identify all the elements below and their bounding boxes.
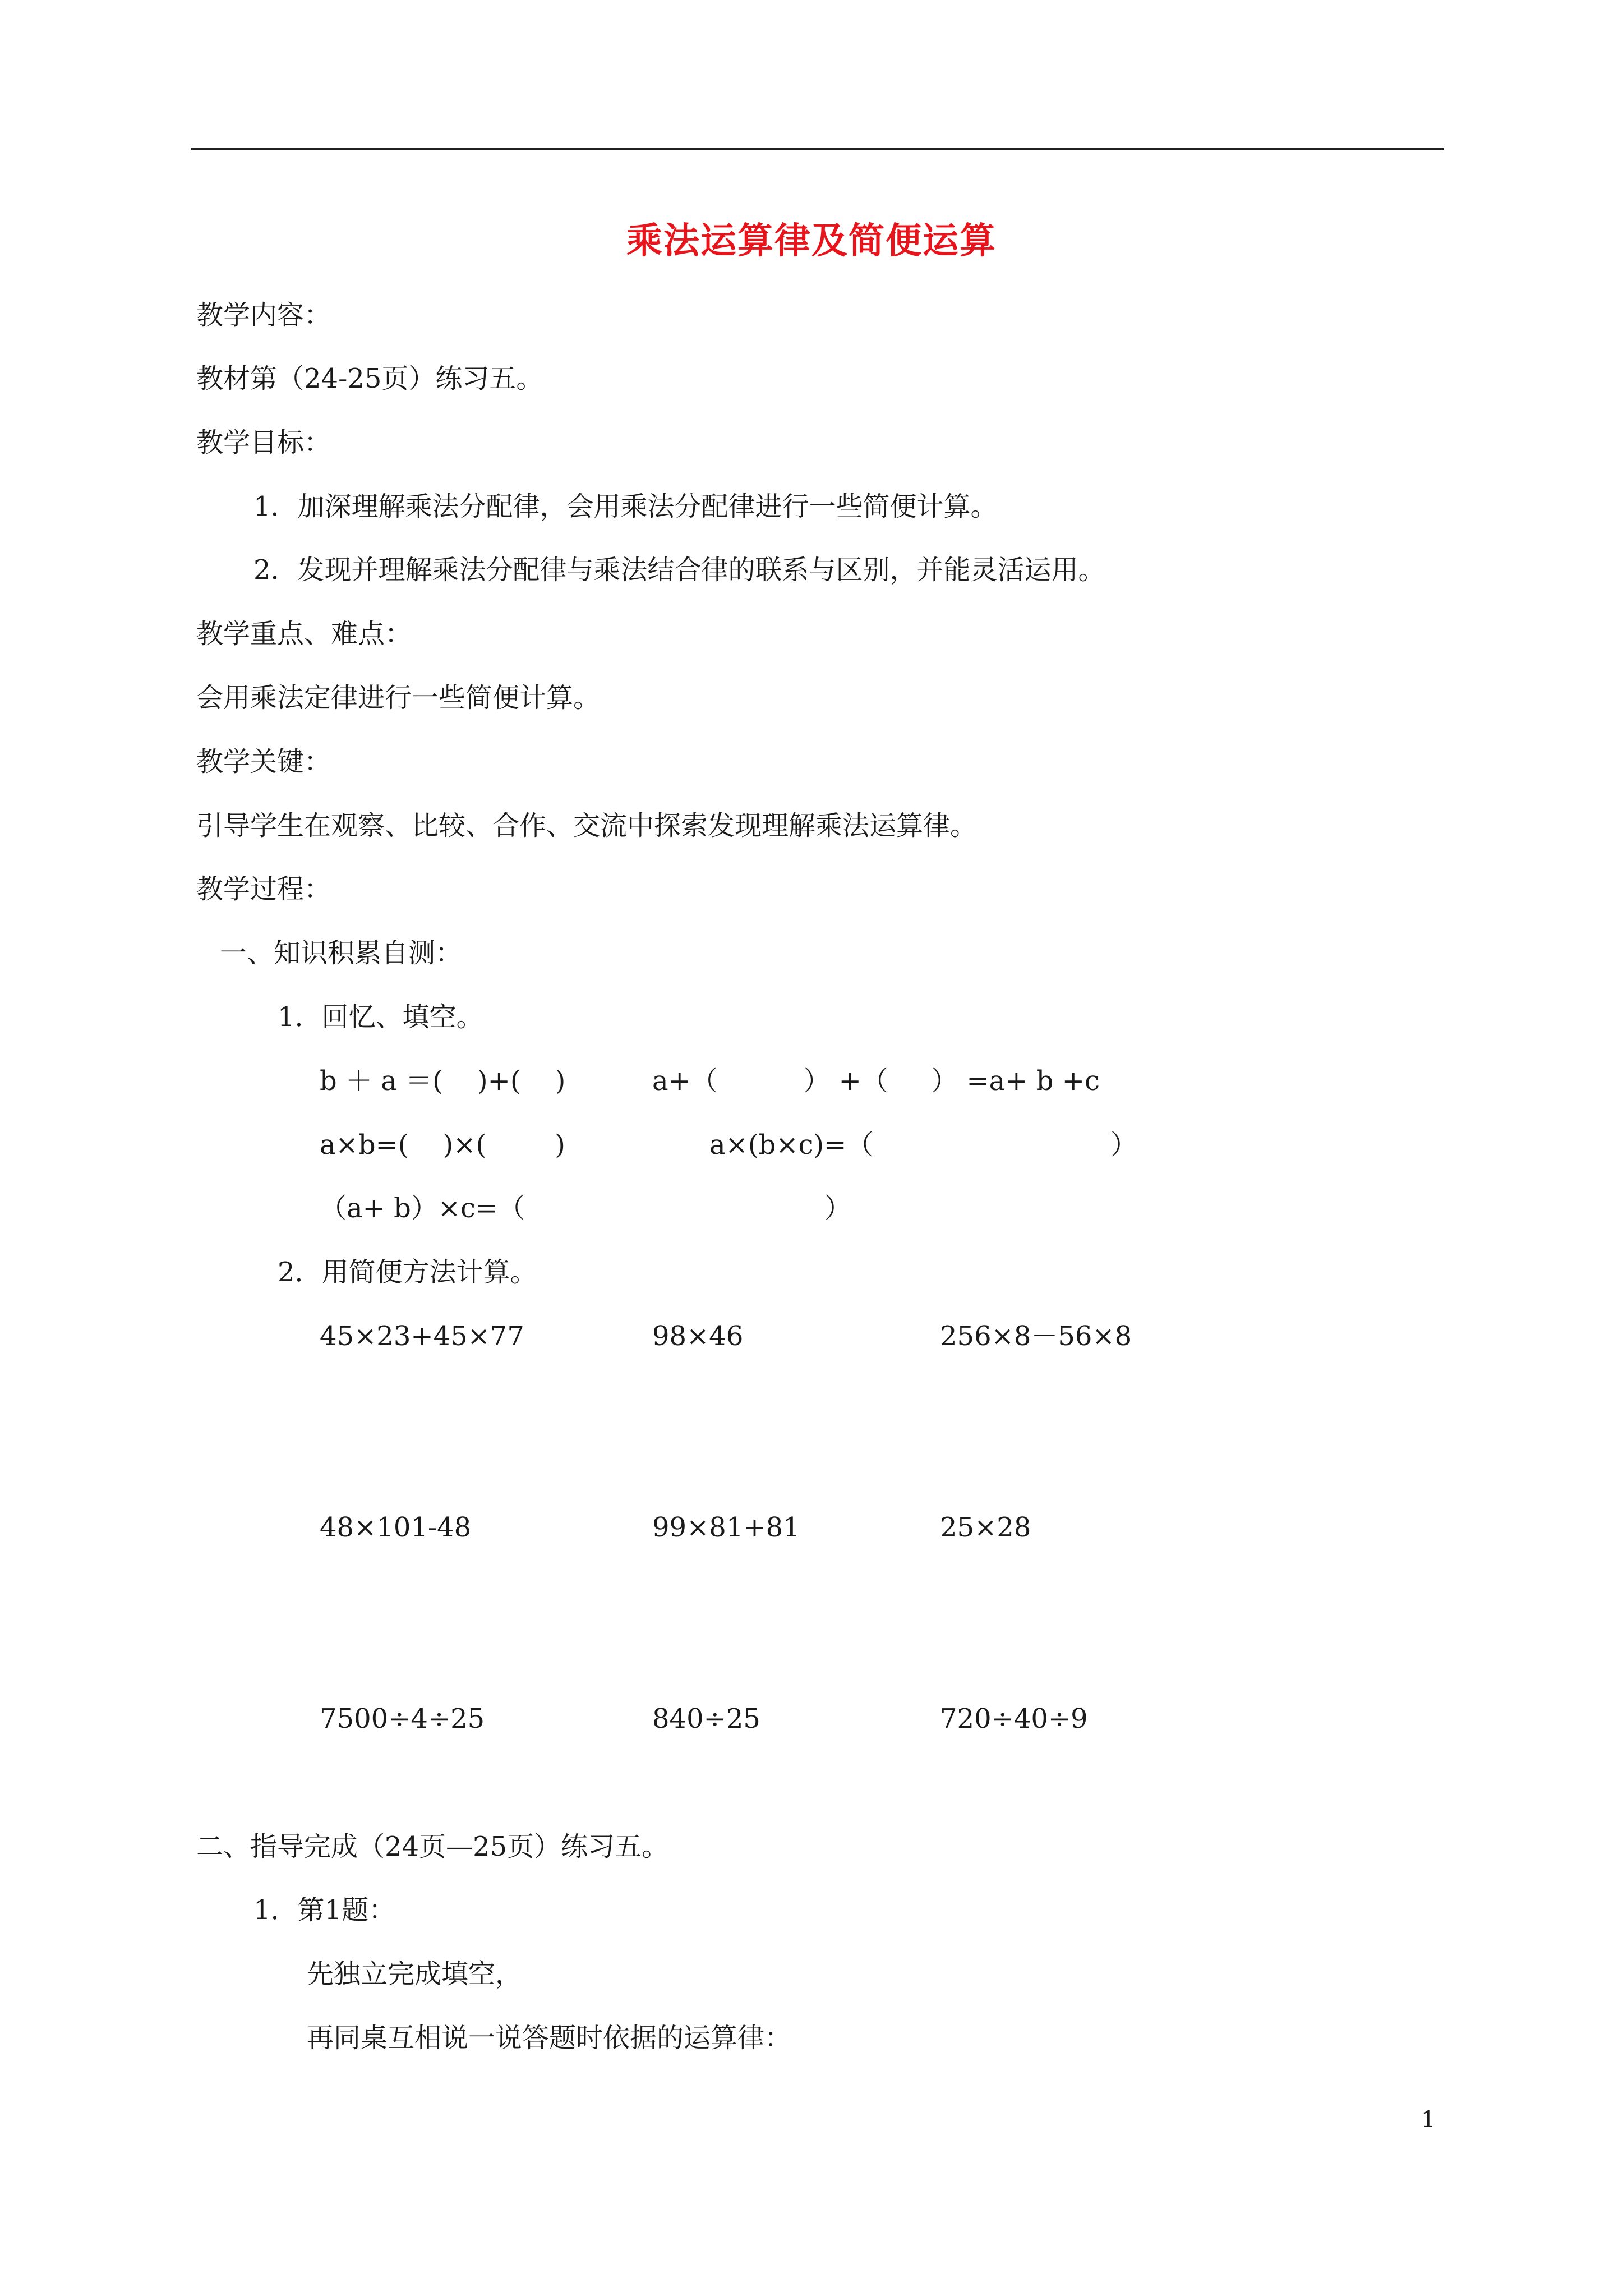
fill-blank-2b: a×(b×c)=（ — [709, 1129, 874, 1161]
goal-item-2: 2．发现并理解乘法分配律与乘法结合律的联系与区别，并能灵活运用。 — [253, 554, 1105, 586]
item-1-2: 2．用简便方法计算。 — [278, 1257, 537, 1288]
process-label: 教学过程： — [196, 873, 331, 905]
fill-blank-3a-close: ） — [824, 1193, 852, 1224]
goal-item-1: 1．加深理解乘法分配律，会用乘法分配律进行一些简便计算。 — [253, 491, 998, 522]
calc-expression: 840÷25 — [652, 1703, 760, 1734]
key-label: 教学关键： — [196, 746, 331, 777]
calc-expression: 99×81+81 — [652, 1512, 800, 1543]
item-2-1-step-a: 先独立完成填空， — [307, 1958, 523, 1990]
page-number: 1 — [1421, 2107, 1436, 2133]
fill-blank-1b: a+（ ） +（ ） =a+ b +c — [652, 1065, 1100, 1097]
calc-expression: 98×46 — [652, 1320, 744, 1352]
calc-expression: 256×8－56×8 — [940, 1320, 1132, 1352]
fill-blank-1a: b ＋ a ＝( )+( ) — [320, 1065, 566, 1097]
calc-expression: 7500÷4÷25 — [320, 1703, 485, 1734]
key-text: 引导学生在观察、比较、合作、交流中探索发现理解乘法运算律。 — [196, 810, 978, 841]
calc-expression: 720÷40÷9 — [940, 1703, 1088, 1734]
focus-label: 教学重点、难点： — [196, 618, 412, 650]
item-1-1: 1．回忆、填空。 — [278, 1001, 483, 1033]
calc-expression: 48×101-48 — [320, 1512, 472, 1543]
header-rule — [191, 148, 1444, 150]
document-title: 乘法运算律及简便运算 — [626, 220, 997, 262]
fill-blank-2b-close: ） — [1110, 1129, 1138, 1161]
content-text: 教材第（24-25页）练习五。 — [196, 363, 543, 394]
content-label: 教学内容： — [196, 300, 331, 331]
focus-text: 会用乘法定律进行一些简便计算。 — [196, 682, 601, 714]
fill-blank-3a: （a+ b）×c=（ — [320, 1193, 525, 1224]
fill-blank-2a: a×b=( )×( ) — [320, 1129, 565, 1161]
calc-expression: 45×23+45×77 — [320, 1320, 524, 1352]
item-2-1: 1．第1题： — [253, 1894, 396, 1926]
calc-expression: 25×28 — [940, 1512, 1031, 1543]
section-heading-1: 一、知识积累自测： — [220, 937, 463, 969]
section-heading-2: 二、指导完成（24页—25页）练习五。 — [196, 1831, 669, 1862]
item-2-1-step-b: 再同桌互相说一说答题时依据的运算律： — [307, 2022, 792, 2054]
goal-label: 教学目标： — [196, 427, 331, 458]
